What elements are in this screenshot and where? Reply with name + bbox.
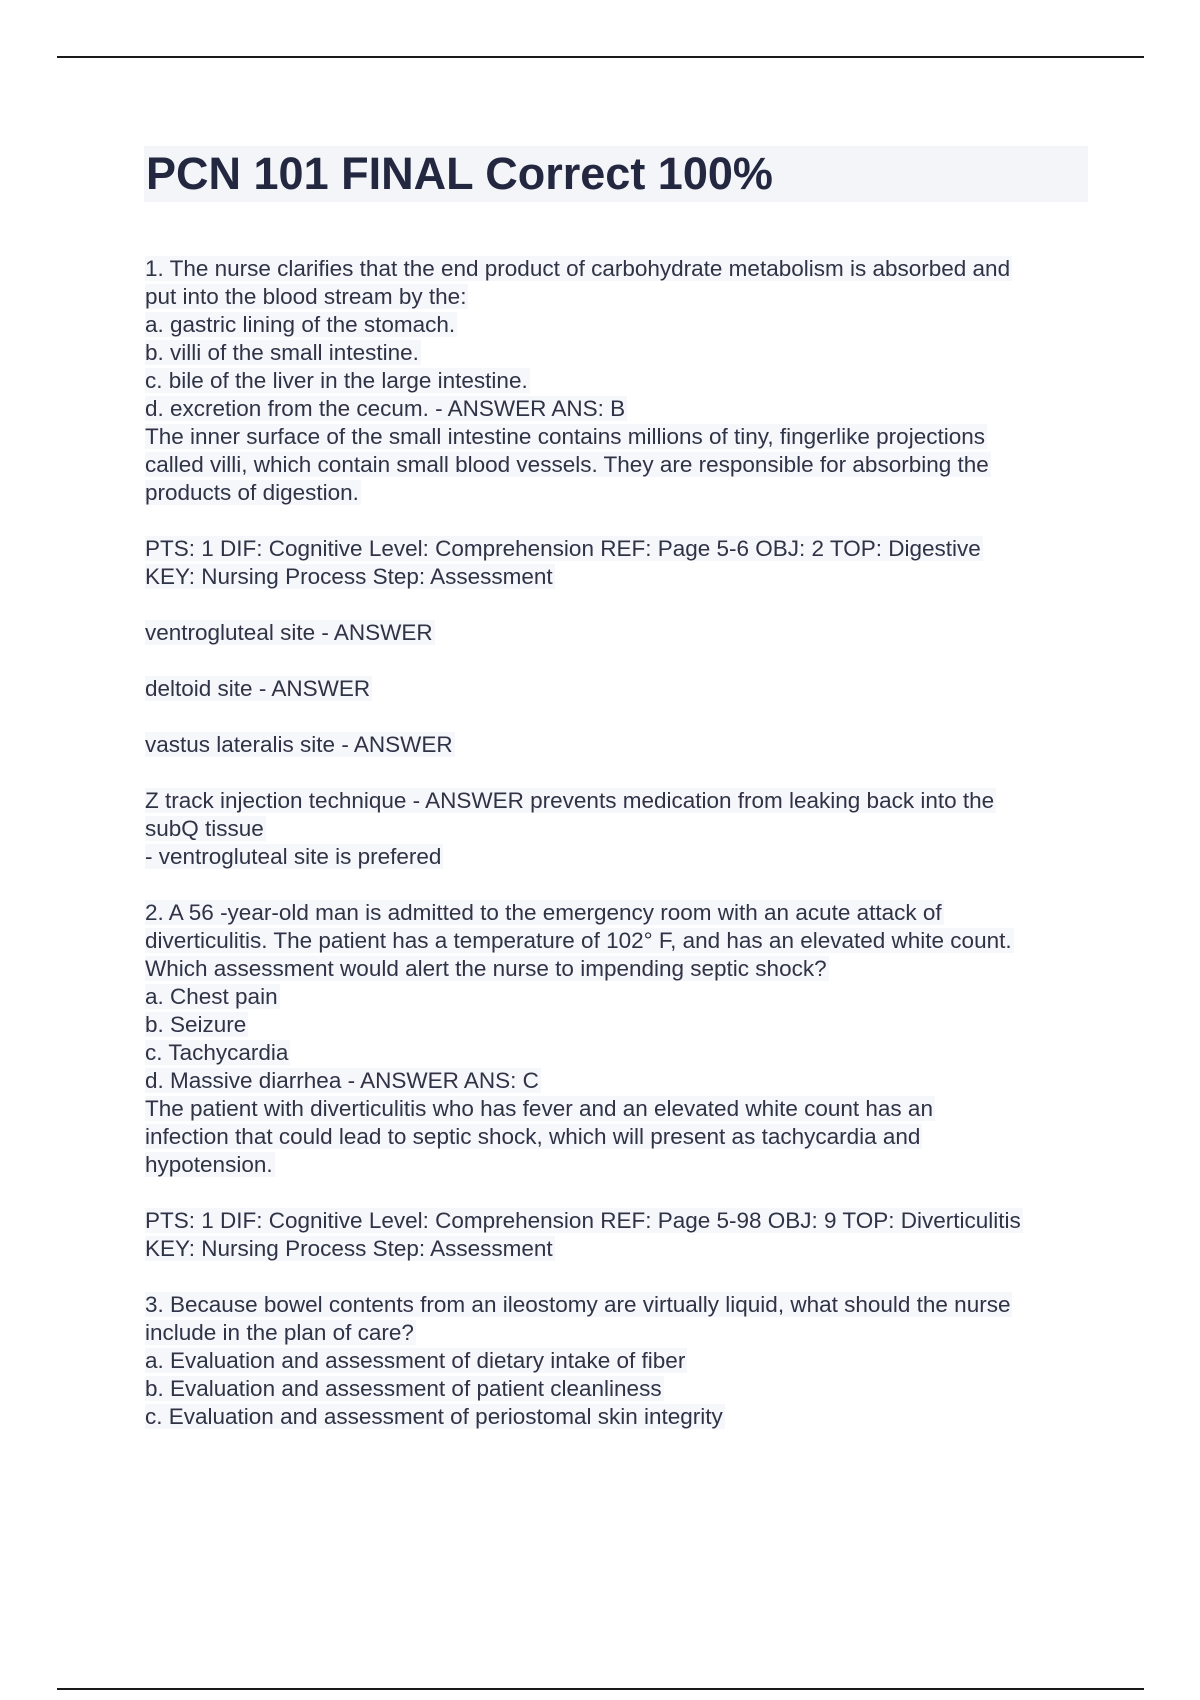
text-line-content: Z track injection technique - ANSWER prevents medication from leaking back into the — [145, 788, 995, 813]
text-line — [145, 367, 1095, 395]
text-line-content: a. gastric lining of the stomach. — [145, 312, 456, 337]
text-line — [145, 1123, 1095, 1151]
text-line — [145, 1011, 1095, 1039]
text-line — [145, 339, 1095, 367]
text-line-content: b. Seizure — [145, 1012, 247, 1037]
text-line — [145, 927, 1095, 955]
paragraph-gap — [145, 591, 1095, 619]
paragraph-gap — [145, 1179, 1095, 1207]
text-block — [145, 1207, 1095, 1263]
text-line-content: a. Chest pain — [145, 984, 278, 1009]
text-line-content: 2. A 56 -year-old man is admitted to the emergency room with an acute attack of — [145, 900, 942, 925]
text-line — [145, 1235, 1095, 1263]
paragraph-gap — [145, 1263, 1095, 1291]
paragraph-gap — [145, 871, 1095, 899]
text-block — [145, 731, 1095, 759]
paragraph-gap — [145, 507, 1095, 535]
text-line-content: d. excretion from the cecum. - ANSWER ANS: B — [145, 396, 626, 421]
text-line — [145, 955, 1095, 983]
text-line — [145, 675, 1095, 703]
text-line-content: ventrogluteal site - ANSWER — [145, 620, 433, 645]
text-line-content: PTS: 1 DIF: Cognitive Level: Comprehension REF: Page 5-6 OBJ: 2 TOP: Digestive — [145, 536, 981, 561]
text-block — [145, 619, 1095, 647]
text-line — [145, 283, 1095, 311]
text-line — [145, 255, 1095, 283]
text-line-content: b. villi of the small intestine. — [145, 340, 419, 365]
text-block — [145, 255, 1095, 507]
text-block — [145, 535, 1095, 591]
text-line-content: KEY: Nursing Process Step: Assessment — [145, 1236, 553, 1261]
text-line-content: a. Evaluation and assessment of dietary intake of fiber — [145, 1348, 686, 1373]
paragraph-gap — [145, 759, 1095, 787]
text-line-content: c. Tachycardia — [145, 1040, 289, 1065]
text-line — [145, 731, 1095, 759]
text-line-content: include in the plan of care? — [145, 1320, 414, 1345]
text-line-content: b. Evaluation and assessment of patient cleanliness — [145, 1376, 662, 1401]
text-line — [145, 1039, 1095, 1067]
paragraph-gap — [145, 647, 1095, 675]
text-line-content: - ventrogluteal site is prefered — [145, 844, 442, 869]
text-line — [145, 311, 1095, 339]
text-line — [145, 451, 1095, 479]
text-line — [145, 1067, 1095, 1095]
text-line-content: PTS: 1 DIF: Cognitive Level: Comprehension REF: Page 5-98 OBJ: 9 TOP: Diverticulitis — [145, 1208, 1021, 1233]
bottom-rule — [57, 1688, 1144, 1690]
text-line — [145, 619, 1095, 647]
text-line-content: called villi, which contain small blood vessels. They are responsible for absorbing the — [145, 452, 989, 477]
top-rule — [57, 56, 1144, 58]
text-line — [145, 1375, 1095, 1403]
text-block — [145, 675, 1095, 703]
text-line — [145, 815, 1095, 843]
text-line — [145, 479, 1095, 507]
text-line — [145, 1403, 1095, 1431]
text-line-content: products of digestion. — [145, 480, 359, 505]
text-line-content: hypotension. — [145, 1152, 273, 1177]
text-line — [145, 1207, 1095, 1235]
text-line-content: Which assessment would alert the nurse to impending septic shock? — [145, 956, 827, 981]
text-line — [145, 899, 1095, 927]
text-line-content: The inner surface of the small intestine contains millions of tiny, fingerlike projections — [145, 424, 985, 449]
text-line — [145, 563, 1095, 591]
text-line — [145, 843, 1095, 871]
text-line — [145, 1151, 1095, 1179]
text-line-content: c. bile of the liver in the large intestine. — [145, 368, 528, 393]
text-line — [145, 1347, 1095, 1375]
page-title: PCN 101 FINAL Correct 100% — [144, 146, 1088, 202]
text-block — [145, 1291, 1095, 1431]
text-line-content: c. Evaluation and assessment of periostomal skin integrity — [145, 1404, 723, 1429]
text-line-content: put into the blood stream by the: — [145, 284, 467, 309]
text-line — [145, 983, 1095, 1011]
text-line — [145, 1095, 1095, 1123]
text-line-content: diverticulitis. The patient has a temperature of 102° F, and has an elevated white count. — [145, 928, 1012, 953]
text-block — [145, 899, 1095, 1179]
text-line-content: deltoid site - ANSWER — [145, 676, 371, 701]
text-line-content: subQ tissue — [145, 816, 264, 841]
text-line-content: 3. Because bowel contents from an ileostomy are virtually liquid, what should the nurse — [145, 1292, 1011, 1317]
text-line-content: infection that could lead to septic shock, which will present as tachycardia and — [145, 1124, 921, 1149]
text-line — [145, 423, 1095, 451]
text-line — [145, 535, 1095, 563]
text-line-content: 1. The nurse clarifies that the end product of carbohydrate metabolism is absorbed and — [145, 256, 1011, 281]
text-line — [145, 787, 1095, 815]
text-line — [145, 395, 1095, 423]
text-line — [145, 1319, 1095, 1347]
document-body — [145, 255, 1095, 1431]
text-block — [145, 787, 1095, 871]
text-line — [145, 1291, 1095, 1319]
paragraph-gap — [145, 703, 1095, 731]
text-line-content: The patient with diverticulitis who has fever and an elevated white count has an — [145, 1096, 933, 1121]
text-line-content: vastus lateralis site - ANSWER — [145, 732, 453, 757]
text-line-content: d. Massive diarrhea - ANSWER ANS: C — [145, 1068, 539, 1093]
text-line-content: KEY: Nursing Process Step: Assessment — [145, 564, 553, 589]
